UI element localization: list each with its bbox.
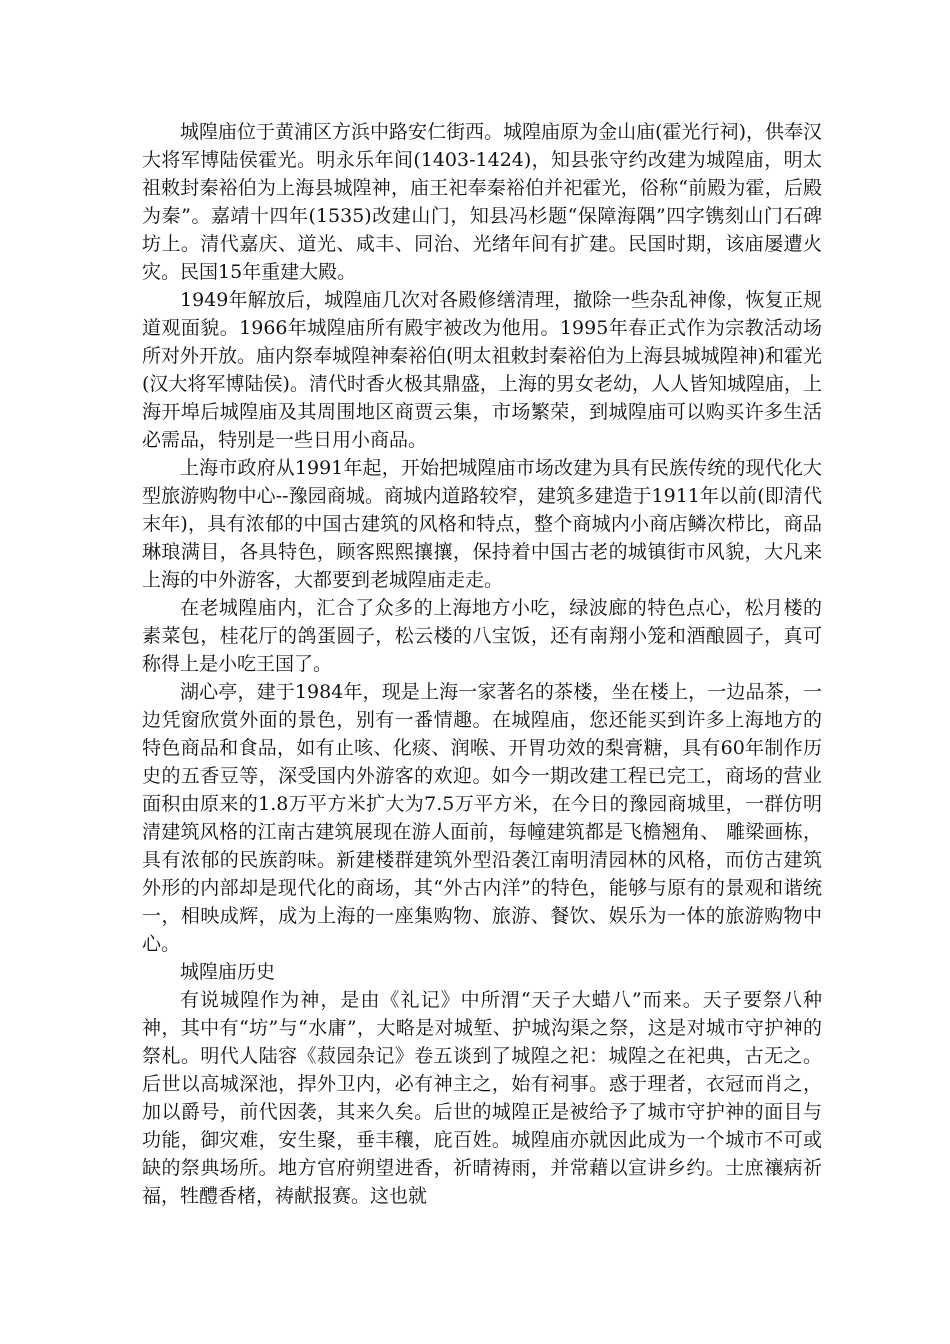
paragraph-post-1949: 1949年解放后，城隍庙几次对各殿修缮清理，撤除一些杂乱神像，恢复正规道观面貌。1966年城隍庙所有殿宇被改为他用。1995年春正式作为宗教活动场所对外开放。庙内祭奉城隍神秦裕伯(明太祖敕封秦裕伯为上海县城城隍神)和霍光(汉大将军博陆侯)。清代时香火极其鼎盛，上海的男女老幼，人人皆知城隍庙，上海开埠后城隍庙及其周围地区商贾云集，市场繁荣，到城隍庙可以购买许多生活必需品，特别是一些日用小商品。 [142,289,822,451]
section-heading-history: 城隍庙历史 [180,961,276,983]
paragraph-huxinting: 湖心亭，建于1984年，现是上海一家著名的茶楼，坐在楼上，一边品茶，一边凭窗欣赏外面的景色，别有一番情趣。在城隍庙，您还能买到许多上海地方的特色商品和食品，如有止咳、化痰、润喉、开胃功效的梨膏糖，具有60年制作历史的五香豆等，深受国内外游客的欢迎。如今一期改建工程已完工，商场的营业面积由原来的1.8万平方米扩大为7.5万平方米，在今日的豫园商城里，一群仿明清建筑风格的江南古建筑展现在游人面前，每幢建筑都是飞檐翘角、 雕梁画栋，具有浓郁的民族韵味。新建楼群建筑外型沿袭江南明清园林的风格，而仿古建筑外形的内部却是现代化的商场，其“外古内洋”的特色，能够与原有的景观和谐统一，相映成辉，成为上海的一座集购物、旅游、餐饮、娱乐为一体的旅游购物中心。 [142,681,822,955]
paragraph-snacks: 在老城隍庙内，汇合了众多的上海地方小吃，绿波廊的特色点心，松月楼的素菜包，桂花厅的鸽蛋圆子，松云楼的八宝饭，还有南翔小笼和酒酿圆子，真可称得上是小吃王国了。 [142,597,822,675]
document-page [142,118,822,1210]
paragraph-history: 有说城隍作为神，是由《礼记》中所渭“天子大蜡八”而来。天子要祭八种神，其中有“坊”与“水庸”，大略是对城堑、护城沟渠之祭，这是对城市守护神的祭札。明代人陆容《菽园杂记》卷五谈到了城隍之祀：城隍之在祀典，古无之。后世以高城深池，捍外卫内，必有神主之，始有祠事。惑于理者，衣冠而肖之，加以爵号，前代因袭，其来久矣。后世的城隍正是被给予了城市守护神的面目与功能，御灾难，安生聚，垂丰穰，庇百姓。城隍庙亦就因此成为一个城市不可或缺的祭典场所。地方官府朔望进香，祈晴祷雨，并常藉以宣讲乡约。士庶禳病祈福，牲醴香楮，祷献报赛。这也就 [142,989,822,1207]
paragraph-yuyuan-bazaar: 上海市政府从1991年起，开始把城隍庙市场改建为具有民族传统的现代化大型旅游购物中心--豫园商城。商城内道路较窄，建筑多建造于1911年以前(即清代末年)，具有浓郁的中国古建筑的风格和特点，整个商城内小商店鳞次栉比，商品琳琅满目，各具特色，顾客熙熙攘攘，保持着中国古老的城镇街市风貌，大凡来上海的中外游客，大都要到老城隍庙走走。 [142,457,822,591]
paragraph-origin: 城隍庙位于黄浦区方浜中路安仁街西。城隍庙原为金山庙(霍光行祠)，供奉汉大将军博陆侯霍光。明永乐年间(1403-1424)，知县张守约改建为城隍庙，明太祖敕封秦裕伯为上海县城隍神，庙王祀奉秦裕伯并祀霍光，俗称“前殿为霍，后殿为秦”。嘉靖十四年(1535)改建山门，知县冯杉题“保障海隅”四字镌刻山门石碑坊上。清代嘉庆、道光、咸丰、同治、光绪年间有扩建。民国时期，该庙屡遭火灾。民国15年重建大殿。 [142,121,822,283]
